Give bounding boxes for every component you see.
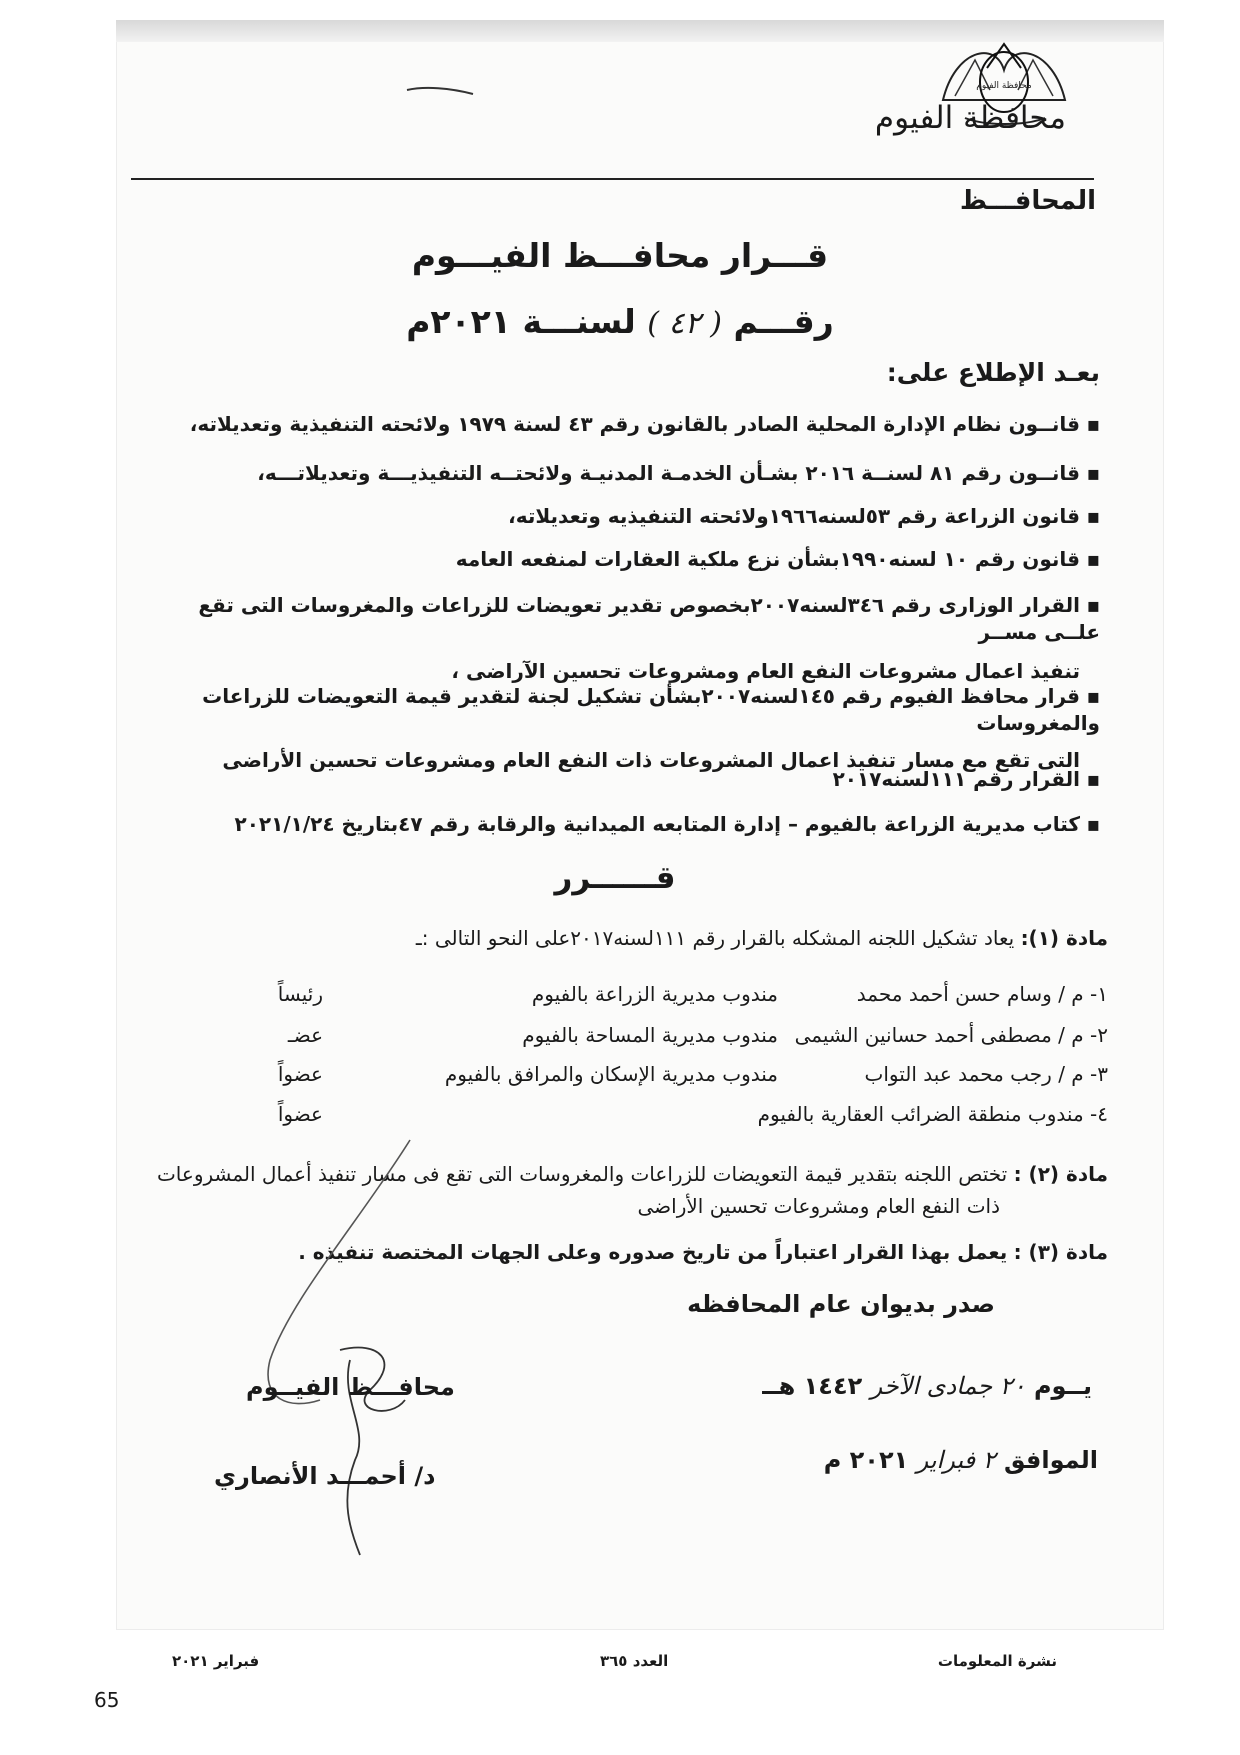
office-label: المحافـــظ <box>959 186 1096 216</box>
governorate-name: محافظة الفيوم <box>874 100 1066 136</box>
preamble-item: ▪قانون الزراعة رقم ٥٣لسنه١٩٦٦ولائحته التنفيذيه وتعديلاته، <box>508 504 1100 528</box>
issued-at: صدر بديوان عام المحافظه <box>687 1290 995 1318</box>
preamble-item: ▪قانــون رقم ٨١ لسنــة ٢٠١٦ بشـأن الخدمـة المدنيـة ولائحتــه التنفيذيـــة وتعديلاتـــه، <box>257 461 1100 485</box>
article-2-continuation: ذات النفع العام ومشروعات تحسين الأراضى <box>637 1194 1000 1218</box>
handwritten-signature-icon <box>230 1100 460 1560</box>
hijri-handwritten: ٢٠ جمادى الآخر <box>870 1372 1026 1400</box>
article-1 <box>128 922 1108 954</box>
preamble-item: ▪القرار الوزارى رقم ٣٤٦لسنه٢٠٠٧بخصوص تقدير تعويضات للزراعات والمغروسات التى تقع علــى مســر تنفيذ اعمال مشروعات النفع العام ومشروعات تحسين الآراضى ، <box>198 593 1100 683</box>
svg-text:محافظة الفيوم: محافظة الفيوم <box>976 81 1032 91</box>
gregorian-date: الموافق ٢ فبراير ٢٠٢١ م <box>823 1446 1098 1474</box>
preamble-heading: بعـد الإطلاع على: <box>886 358 1100 387</box>
decree-number-line <box>0 302 1240 341</box>
committee-member-row: ١- م / وسام حسن أحمد محمد مندوب مديرية الزراعة بالفيوم رئيساً <box>277 982 1108 1006</box>
article-1-label: مادة (١): <box>1020 926 1108 950</box>
footer-date: فبراير ٢٠٢١ <box>172 1652 260 1670</box>
decree-year: لسنـــة ٢٠٢١م <box>406 302 636 341</box>
preamble-item: ▪قانــون نظام الإدارة المحلية الصادر بالقانون رقم ٤٣ لسنة ١٩٧٩ ولائحته التنفيذية وتعديلاته، <box>189 412 1100 436</box>
article-1-text: يعاد تشكيل اللجنه المشكله بالقرار رقم ١١١لسنه٢٠١٧على النحو التالى :ـ <box>415 926 1015 950</box>
committee-member-row: ٢- م / مصطفى أحمد حسانين الشيمى مندوب مديرية المساحة بالفيوم عضـ <box>287 1023 1108 1047</box>
preamble-item: ▪قانون رقم ١٠ لسنه١٩٩٠بشأن نزع ملكية العقارات لمنفعه العامه <box>455 547 1100 571</box>
preamble-item: ▪كتاب مديرية الزراعة بالفيوم – إدارة المتابعه الميدانية والرقابة رقم ٤٧بتاريخ ٢٠٢١/١/٢٤ <box>234 812 1100 836</box>
decree-number-label: رقـــم <box>733 302 834 341</box>
article-2-label: مادة (٢) : <box>1013 1162 1108 1186</box>
footer-publication: نشرة المعلومات <box>937 1652 1057 1670</box>
footer-issue: العدد ٣٦٥ <box>600 1652 669 1670</box>
preamble-item: ▪قرار محافظ الفيوم رقم ١٤٥لسنه٢٠٠٧بشأن تشكيل لجنة لتقدير قيمة التعويضات للزراعات والمغروسات التى تقع مع مسار تنفيذ اعمال المشروعات ذات النفع العام ومشروعات تحسين الأراضى <box>202 684 1100 772</box>
article-3-label: مادة (٣) : <box>1013 1240 1108 1264</box>
decision-heading: قــــــرر <box>554 860 676 896</box>
decree-number-value: ( ٤٢ ) <box>647 306 722 341</box>
signatory-name: د/ أحمـــد الأنصاري <box>214 1462 436 1490</box>
pen-mark-icon <box>405 84 475 98</box>
header-divider <box>131 178 1094 180</box>
gregorian-handwritten: ٢ فبراير <box>916 1446 996 1474</box>
article-3-text: يعمل بهذا القرار اعتباراً من تاريخ صدوره وعلى الجهات المختصة تنفيذه . <box>298 1240 1008 1264</box>
page-number: 65 <box>94 1688 120 1712</box>
decree-title: قـــرار محافـــظ الفيـــوم <box>411 236 829 275</box>
signatory-title: محافـــظ الفيــوم <box>246 1373 455 1401</box>
committee-member-row: ٤- مندوب منطقة الضرائب العقارية بالفيوم عضواً <box>277 1102 1108 1126</box>
article-2-text: تختص اللجنه بتقدير قيمة التعويضات للزراعات والمغروسات التى تقع فى مسار تنفيذ أعمال المشروعات <box>156 1162 1008 1186</box>
committee-member-row: ٣- م / رجب محمد عبد التواب مندوب مديرية الإسكان والمرافق بالفيوم عضواً <box>277 1062 1108 1086</box>
preamble-item: ▪القرار رقم ١١١لسنه٢٠١٧ <box>832 767 1100 791</box>
hijri-date: يــوم ٢٠ جمادى الآخر ١٤٤٢ هــ <box>762 1372 1092 1400</box>
